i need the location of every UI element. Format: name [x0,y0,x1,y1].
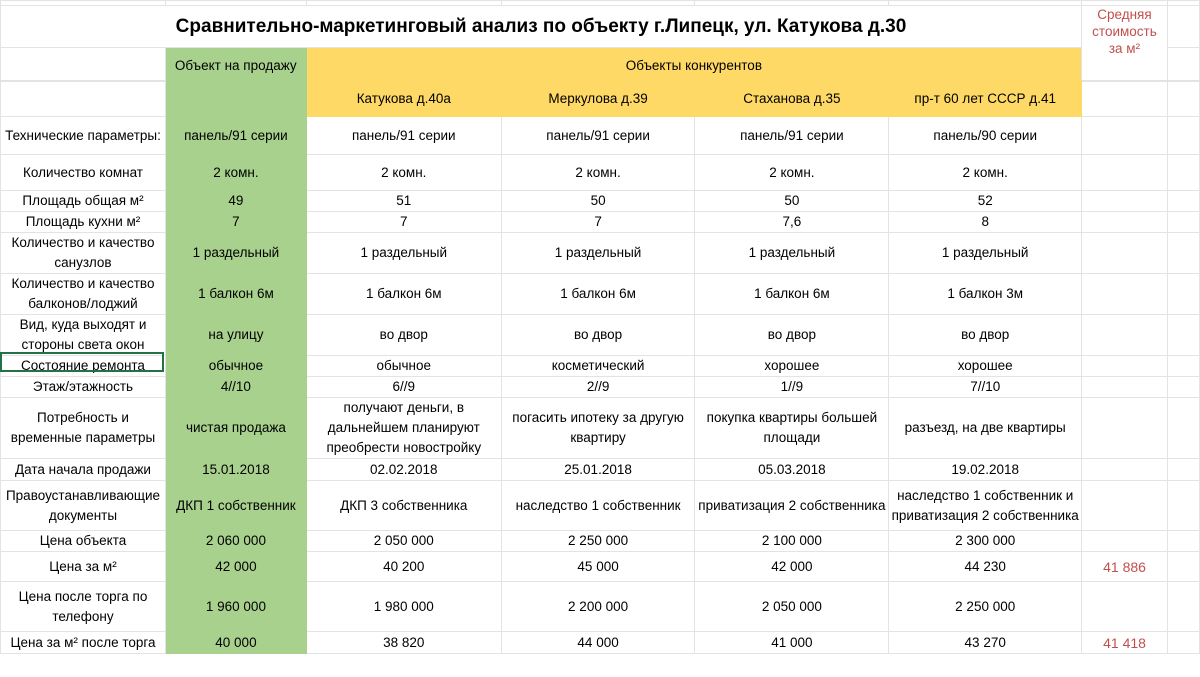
competitor-value[interactable]: 2 комн. [501,155,695,191]
competitor-value[interactable]: обычное [306,356,501,377]
competitor-value[interactable]: 1 балкон 6м [306,274,501,315]
competitor-value[interactable]: 44 230 [889,552,1082,582]
row-label[interactable]: Потребность и временные параметры [1,398,166,459]
avg-value[interactable] [1082,459,1168,481]
subject-value[interactable]: 7 [165,212,306,233]
table-body [1,117,1200,654]
competitor-value[interactable]: 2 комн. [889,155,1082,191]
table-row [1,582,1200,632]
competitor-value[interactable]: 7 [306,212,501,233]
row-label[interactable]: Площадь кухни м² [1,212,166,233]
avg-value[interactable] [1082,356,1168,377]
cell[interactable] [1168,582,1200,632]
competitor-value[interactable]: 6//9 [306,377,501,398]
subject-header[interactable]: Объект на продажу [165,48,306,83]
competitor-value[interactable]: 44 000 [501,632,695,654]
avg-value[interactable] [1082,274,1168,315]
competitor-value[interactable]: 45 000 [501,552,695,582]
competitor-value[interactable]: 40 200 [306,552,501,582]
competitor-value[interactable]: 25.01.2018 [501,459,695,481]
subject-value[interactable]: 40 000 [165,632,306,654]
subject-value[interactable]: 2 060 000 [165,531,306,552]
subject-value[interactable]: ДКП 1 собственник [165,481,306,531]
table-row [1,552,1200,582]
table-row [1,632,1200,654]
cell[interactable] [1168,155,1200,191]
table-row [1,398,1200,459]
competitor-value[interactable]: во двор [306,315,501,356]
avg-value[interactable] [1082,191,1168,212]
competitor-value[interactable]: 51 [306,191,501,212]
table-row [1,459,1200,481]
competitor-value[interactable]: наследство 1 собственник [501,481,695,531]
competitor-value[interactable]: ДКП 3 собственника [306,481,501,531]
avg-value[interactable] [1082,315,1168,356]
competitor-value[interactable]: 2 комн. [695,155,889,191]
competitor-value[interactable]: покупка квартиры большей площади [695,398,889,459]
row-label[interactable]: Вид, куда выходят и стороны света окон [1,315,166,356]
cell[interactable] [1168,481,1200,531]
competitor-value[interactable]: 2 300 000 [889,531,1082,552]
competitor-value[interactable]: погасить ипотеку за другую квартиру [501,398,695,459]
competitor-value[interactable]: 42 000 [695,552,889,582]
avg-value[interactable]: 41 418 [1082,632,1168,654]
subject-value[interactable]: 1 раздельный [165,233,306,274]
page-title[interactable]: Сравнительно-маркетинговый анализ по объекту г.Липецк, ул. Катукова д.30 [1,6,1082,48]
avg-value[interactable] [1082,531,1168,552]
competitor-value[interactable]: 2 250 000 [501,531,695,552]
competitor-value[interactable]: во двор [889,315,1082,356]
row-label[interactable]: Количество и качество балконов/лоджий [1,274,166,315]
avg-value[interactable] [1082,377,1168,398]
table-row [1,274,1200,315]
competitor-value[interactable]: 2 250 000 [889,582,1082,632]
subject-value[interactable]: 2 комн. [165,155,306,191]
competitor-value[interactable]: 7,6 [695,212,889,233]
table-row [1,117,1200,155]
table-row [1,155,1200,191]
cell[interactable] [1168,233,1200,274]
avg-value[interactable]: 41 886 [1082,552,1168,582]
row-label[interactable]: Правоустанавливающие документы [1,481,166,531]
competitor-value[interactable]: 50 [501,191,695,212]
competitor-value[interactable]: 1 раздельный [695,233,889,274]
competitor-value[interactable]: панель/90 серии [889,117,1082,155]
competitor-value[interactable]: 02.02.2018 [306,459,501,481]
row-label[interactable]: Количество и качество санузлов [1,233,166,274]
object-header[interactable]: Стаханова д.35 [695,81,889,117]
analysis-table [0,0,1200,83]
avg-value[interactable] [1082,582,1168,632]
competitor-value[interactable]: косметический [501,356,695,377]
row-label[interactable]: Количество комнат [1,155,166,191]
competitor-value[interactable]: 1 балкон 6м [695,274,889,315]
competitor-value[interactable]: 1 балкон 3м [889,274,1082,315]
subject-value[interactable]: 42 000 [165,552,306,582]
subject-value[interactable]: чистая продажа [165,398,306,459]
subject-value[interactable]: 1 балкон 6м [165,274,306,315]
competitor-value[interactable]: 1 балкон 6м [501,274,695,315]
cell[interactable] [1168,191,1200,212]
cell[interactable] [1168,274,1200,315]
competitor-value[interactable]: хорошее [695,356,889,377]
cell[interactable] [1082,81,1168,117]
cell[interactable] [1168,632,1200,654]
avg-value[interactable] [1082,155,1168,191]
cell[interactable] [1,48,166,82]
competitor-value[interactable]: во двор [695,315,889,356]
subject-value[interactable]: обычное [165,356,306,377]
row-label[interactable]: Дата начала продажи [1,459,166,481]
cell[interactable] [1168,552,1200,582]
row-label[interactable]: Площадь общая м² [1,191,166,212]
competitor-value[interactable]: 43 270 [889,632,1082,654]
competitor-value[interactable]: 38 820 [306,632,501,654]
competitor-value[interactable]: 19.02.2018 [889,459,1082,481]
cell[interactable] [1168,459,1200,481]
competitor-value[interactable]: 1//9 [695,377,889,398]
avg-value[interactable] [1082,481,1168,531]
competitor-value[interactable]: 8 [889,212,1082,233]
competitor-value[interactable]: 1 раздельный [889,233,1082,274]
cell[interactable] [165,81,306,117]
object-header[interactable]: пр-т 60 лет СССР д.41 [889,81,1082,117]
competitor-value[interactable]: 05.03.2018 [695,459,889,481]
object-header[interactable]: Меркулова д.39 [501,81,695,117]
competitor-value[interactable]: 7//10 [889,377,1082,398]
subject-value[interactable]: 15.01.2018 [165,459,306,481]
competitor-value[interactable]: 2 комн. [306,155,501,191]
row-label[interactable]: Цена за м² [1,552,166,582]
cell[interactable] [1168,377,1200,398]
title-row [1,6,1200,48]
subject-value[interactable]: панель/91 серии [165,117,306,155]
competitor-value[interactable]: 2 100 000 [695,531,889,552]
cell[interactable] [1168,531,1200,552]
competitor-value[interactable]: 2 200 000 [501,582,695,632]
row-label[interactable]: Технические параметры: [1,117,166,155]
row-label[interactable]: Цена после торга по телефону [1,582,166,632]
competitor-value[interactable]: 41 000 [695,632,889,654]
table-row [1,212,1200,233]
competitor-value[interactable]: панель/91 серии [695,117,889,155]
competitor-value[interactable]: 1 раздельный [501,233,695,274]
competitor-value[interactable]: 1 раздельный [306,233,501,274]
objects-row [1,81,1200,117]
cell[interactable] [1168,398,1200,459]
object-header[interactable]: Катукова д.40а [306,81,501,117]
table-row [1,531,1200,552]
competitor-value[interactable]: 2 050 000 [306,531,501,552]
cell[interactable] [1167,48,1199,82]
competitor-value[interactable]: приватизация 2 собственника [695,481,889,531]
subject-value[interactable]: на улицу [165,315,306,356]
avg-value[interactable] [1082,398,1168,459]
row-label[interactable]: Цена объекта [1,531,166,552]
header-row-1 [1,48,1200,82]
subject-value[interactable]: 4//10 [165,377,306,398]
cell[interactable] [1168,212,1200,233]
competitor-value[interactable]: хорошее [889,356,1082,377]
cell[interactable] [1168,117,1200,155]
cell[interactable] [1168,356,1200,377]
avg-value[interactable] [1082,117,1168,155]
row-label[interactable]: Состояние ремонта [1,356,166,377]
competitor-value[interactable]: во двор [501,315,695,356]
competitor-value[interactable]: 7 [501,212,695,233]
cell[interactable] [1167,6,1199,48]
competitor-value[interactable]: панель/91 серии [306,117,501,155]
avg-value[interactable] [1082,212,1168,233]
competitor-value[interactable]: 1 980 000 [306,582,501,632]
competitor-value[interactable]: панель/91 серии [501,117,695,155]
table-row [1,233,1200,274]
cell[interactable] [1168,81,1200,117]
cell[interactable] [1168,315,1200,356]
subject-value[interactable]: 49 [165,191,306,212]
competitor-value[interactable]: 52 [889,191,1082,212]
table-row [1,481,1200,531]
table-row [1,356,1200,377]
competitor-value[interactable]: 2 050 000 [695,582,889,632]
competitor-value[interactable]: наследство 1 собственник и приватизация 2 собственника [889,481,1082,531]
competitor-value[interactable]: 50 [695,191,889,212]
competitor-value[interactable]: разъезд, на две квартиры [889,398,1082,459]
table-row [1,377,1200,398]
data-table [0,80,1200,654]
competitor-value[interactable]: получают деньги, в дальнейшем планируют преобрести новостройку [306,398,501,459]
subject-value[interactable]: 1 960 000 [165,582,306,632]
competitor-value[interactable]: 2//9 [501,377,695,398]
table-row [1,191,1200,212]
table-row [1,315,1200,356]
row-label[interactable]: Этаж/этажность [1,377,166,398]
competitors-header[interactable]: Объекты конкурентов [306,48,1081,83]
avg-price-header[interactable]: Средняя стоимость за м² [1081,6,1167,82]
avg-value[interactable] [1082,233,1168,274]
cell[interactable] [1,81,166,117]
row-label[interactable]: Цена за м² после торга [1,632,166,654]
